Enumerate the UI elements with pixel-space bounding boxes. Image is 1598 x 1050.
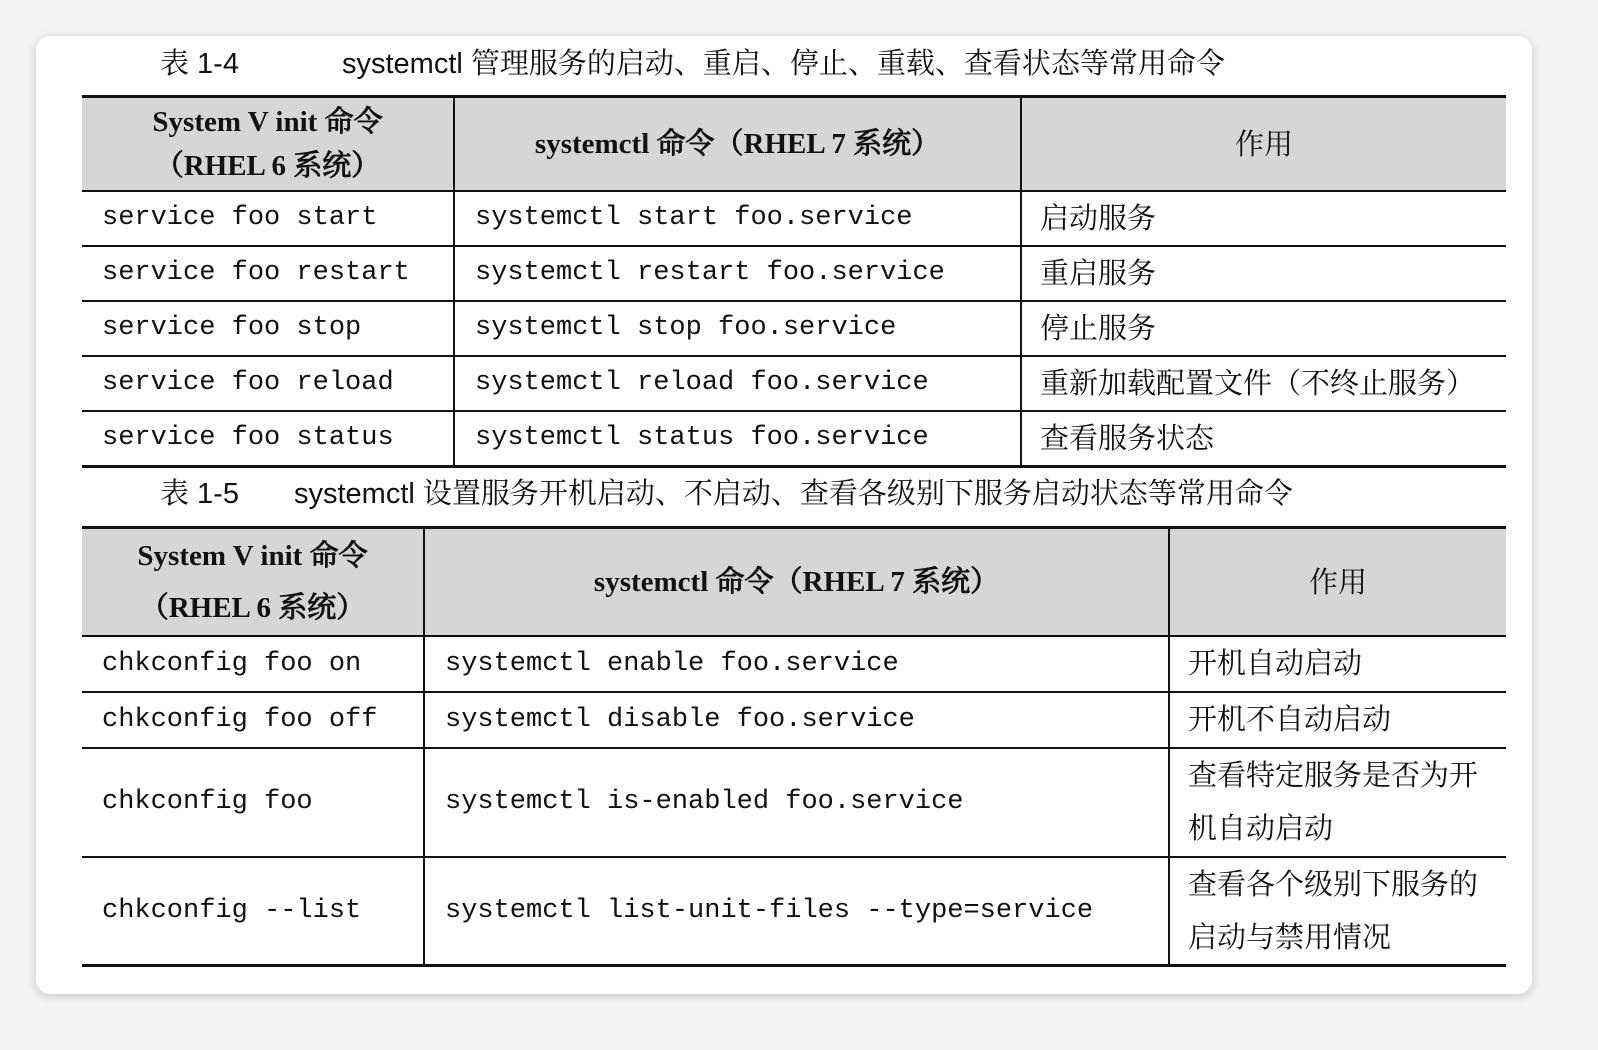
init-command: chkconfig foo on (82, 636, 424, 692)
purpose: 停止服务 (1021, 301, 1506, 356)
header-system-v-init (82, 97, 454, 191)
header-line: （RHEL 6 系统） (154, 149, 381, 182)
table-title: systemctl 管理服务的启动、重启、停止、重载、查看状态等常用命令 (342, 48, 1225, 80)
systemctl-enable-disable-table (82, 526, 1506, 967)
table-number: 表 1-4 (160, 48, 239, 80)
purpose: 开机自动启动 (1169, 636, 1506, 692)
table-row (82, 748, 1506, 857)
header-systemctl: systemctl 命令（RHEL 7 系统） (424, 528, 1169, 636)
document-page (36, 36, 1532, 994)
purpose: 重启服务 (1021, 246, 1506, 301)
systemctl-command: systemctl start foo.service (454, 191, 1021, 246)
init-command: chkconfig foo off (82, 692, 424, 748)
header-system-v-init (82, 528, 424, 636)
table-row (82, 692, 1506, 748)
init-command: service foo stop (82, 301, 454, 356)
table-row (82, 411, 1506, 467)
header-purpose: 作用 (1021, 97, 1506, 191)
init-command: service foo reload (82, 356, 454, 411)
systemctl-command: systemctl restart foo.service (454, 246, 1021, 301)
table-row (82, 191, 1506, 246)
table-number: 表 1-5 (160, 478, 239, 510)
systemctl-command: systemctl is-enabled foo.service (424, 748, 1169, 857)
table-row (82, 301, 1506, 356)
init-command: chkconfig foo (82, 748, 424, 857)
systemctl-start-stop-table (82, 95, 1506, 468)
systemctl-command: systemctl list-unit-files --type=service (424, 857, 1169, 966)
table-caption-1-5 (160, 474, 1293, 514)
purpose: 启动服务 (1021, 191, 1506, 246)
header-line: System V init 命令 (152, 105, 383, 138)
purpose: 重新加载配置文件（不终止服务） (1021, 356, 1506, 411)
systemctl-command: systemctl stop foo.service (454, 301, 1021, 356)
purpose: 查看各个级别下服务的启动与禁用情况 (1169, 857, 1506, 966)
init-command: service foo start (82, 191, 454, 246)
table-title: systemctl 设置服务开机启动、不启动、查看各级别下服务启动状态等常用命令 (294, 478, 1293, 510)
purpose: 查看服务状态 (1021, 411, 1506, 467)
systemctl-command: systemctl disable foo.service (424, 692, 1169, 748)
init-command: service foo status (102, 423, 394, 453)
table-row (82, 246, 1506, 301)
systemctl-command: systemctl reload foo.service (454, 356, 1021, 411)
systemctl-command: systemctl status foo.service (454, 411, 1021, 467)
header-row (82, 528, 1506, 636)
init-command: chkconfig --list (102, 895, 362, 926)
header-row (82, 97, 1506, 191)
purpose: 开机不自动启动 (1169, 692, 1506, 748)
systemctl-command: systemctl enable foo.service (424, 636, 1169, 692)
header-line: System V init 命令 (137, 539, 368, 572)
table-row (82, 857, 1506, 966)
header-purpose: 作用 (1169, 528, 1506, 636)
init-command: service foo restart (82, 246, 454, 301)
purpose: 查看特定服务是否为开机自动启动 (1169, 748, 1506, 857)
table-row (82, 636, 1506, 692)
header-line: （RHEL 6 系统） (139, 591, 366, 624)
table-row (82, 356, 1506, 411)
header-systemctl: systemctl 命令（RHEL 7 系统） (454, 97, 1021, 191)
table-caption-1-4 (160, 44, 1225, 84)
